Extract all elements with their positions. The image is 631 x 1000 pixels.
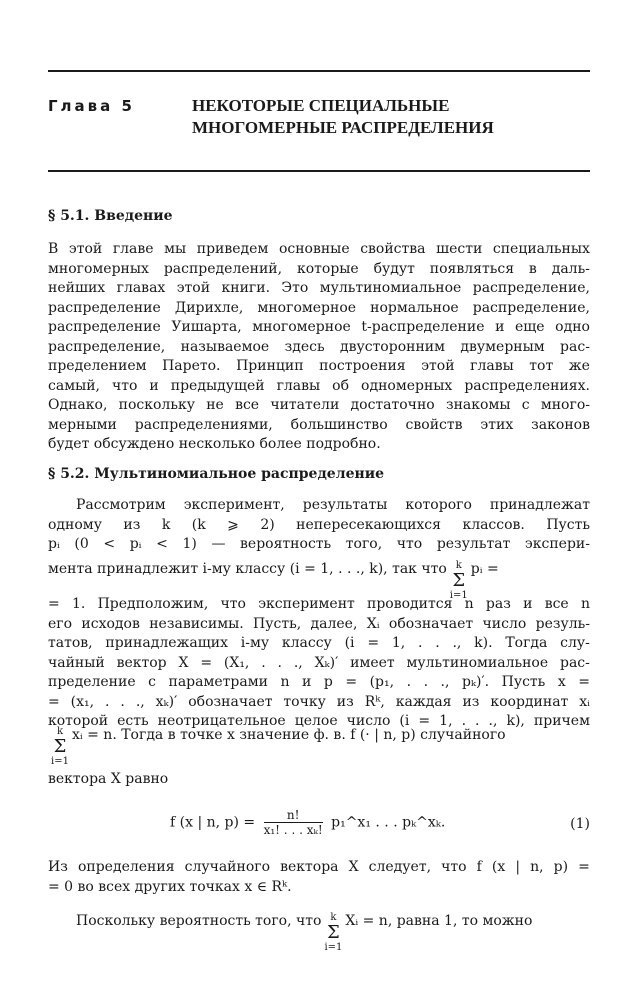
chapter-title — [192, 95, 494, 139]
text-line: распределение Уишарта, многомерное t-распределение и еще одно — [48, 319, 590, 335]
last-line-end: Xᵢ = n, равна 1, то можно — [345, 913, 533, 929]
text-line: = 0 во всех других точках x ∈ Rᵏ. — [48, 878, 292, 895]
vector-line — [48, 770, 590, 790]
formula-body — [170, 808, 445, 837]
sum2-symbol: Σ — [53, 736, 67, 757]
text-line: мерными распределениями, большинство свойств этих законов — [48, 416, 590, 433]
text-line: одному из k (k ⩾ 2) непересекающихся классов. Пусть — [48, 516, 590, 533]
vector-text: вектора X равно — [48, 771, 169, 787]
last-line-start: Поскольку вероятность того, что — [76, 913, 322, 929]
sum-xi-text: xᵢ = n. Тогда в точке x значение ф. в. f (· | n, p) случайного — [71, 727, 506, 743]
sum-operator-2 — [51, 726, 69, 768]
after-formula-paragraph — [48, 858, 590, 897]
text-line: распределение Дирихле, многомерное нормальное распределение, — [48, 299, 590, 316]
text-line: Рассмотрим эксперимент, результаты которого принадлежат — [76, 497, 590, 513]
text-line: пределением Парето. Принцип построения этой главы тот же — [48, 358, 590, 374]
text-line: которой есть неотрицательное целое число (i = 1, . . ., k), причем — [48, 713, 590, 729]
intro-paragraph — [48, 240, 590, 455]
chapter-label: Глава 5 — [48, 97, 135, 115]
text-line: нейших главах этой книги. Это мультиномиальное распределение, — [48, 280, 590, 296]
text-line: пределение с параметрами n и p = (p₁, . . ., pₖ)′. Пусть x = — [48, 674, 590, 690]
sum3-upper-limit: k — [330, 912, 337, 923]
text-line: pᵢ (0 < pᵢ < 1) — вероятность того, что результат экспери- — [48, 536, 590, 552]
bottom-rule — [48, 170, 590, 172]
text-line: Однако, поскольку не все читатели достаточно знакомы с много- — [48, 397, 590, 413]
text-line: распределение, называемое здесь двусторонним двумерным рас- — [48, 338, 590, 355]
multinomial-paragraph-a — [48, 496, 590, 555]
sum-xi-line — [48, 726, 590, 768]
sum-line-tail: pᵢ = — [470, 561, 499, 577]
text-line: чайный вектор X = (X₁, . . ., Xₖ)′ имеет мультиномиальное рас- — [48, 654, 590, 671]
sum-upper-limit: k — [455, 560, 462, 571]
top-rule — [48, 70, 590, 72]
last-line — [48, 912, 590, 954]
text-line: = (x₁, . . ., xₖ)′ обозначает точку из Rᵏ, каждая из координат xᵢ — [48, 693, 590, 710]
text-line: его исходов независимы. Пусть, далее, Xᵢ обозначает число резуль- — [48, 615, 590, 632]
sum2-upper-limit: k — [56, 726, 63, 737]
text-line: будет обсуждено несколько более подробно. — [48, 436, 381, 452]
formula-fraction — [264, 808, 323, 837]
text-line: многомерных распределений, которые будут появляться в даль- — [48, 260, 590, 277]
text-line: Из определения случайного вектора X следует, что f (x | n, p) = — [48, 859, 590, 875]
text-line: = 1. Предположим, что эксперимент проводится n раз и все n — [48, 596, 590, 612]
chapter-title-line-1: НЕКОТОРЫЕ СПЕЦИАЛЬНЫЕ — [192, 96, 450, 115]
multinomial-paragraph-b — [48, 595, 590, 732]
formula-lhs: f (x | n, p) = — [170, 814, 256, 831]
chapter-title-line-2: МНОГОМЕРНЫЕ РАСПРЕДЕЛЕНИЯ — [192, 118, 494, 137]
formula-numerator: n! — [264, 808, 323, 823]
sum-lower-limit: i=1 — [449, 590, 468, 601]
sum3-lower-limit: i=1 — [324, 942, 343, 953]
section-heading-multinomial: § 5.2. Мультиномиальное распределение — [48, 466, 385, 482]
formula-rhs: p₁^x₁ . . . pₖ^xₖ. — [331, 814, 446, 831]
formula-denominator: x₁! . . . xₖ! — [263, 823, 323, 837]
sum2-lower-limit: i=1 — [51, 756, 69, 767]
sum-operator-3 — [324, 912, 342, 954]
sum-symbol: Σ — [452, 570, 466, 591]
sum3-symbol: Σ — [327, 922, 340, 943]
formula-number: (1) — [570, 816, 590, 832]
sum-line-text: мента принадлежит i-му классу (i = 1, . . ., k), так что — [48, 561, 447, 577]
text-line: В этой главе мы приведем основные свойства шести специальных — [48, 241, 590, 257]
text-line: татов, принадлежащих i-му классу (i = 1, . . ., k). Тогда слу- — [48, 635, 590, 651]
section-heading-intro: § 5.1. Введение — [48, 208, 173, 224]
text-line: самый, что и предыдущей главы об одномерных распределениях. — [48, 377, 590, 394]
